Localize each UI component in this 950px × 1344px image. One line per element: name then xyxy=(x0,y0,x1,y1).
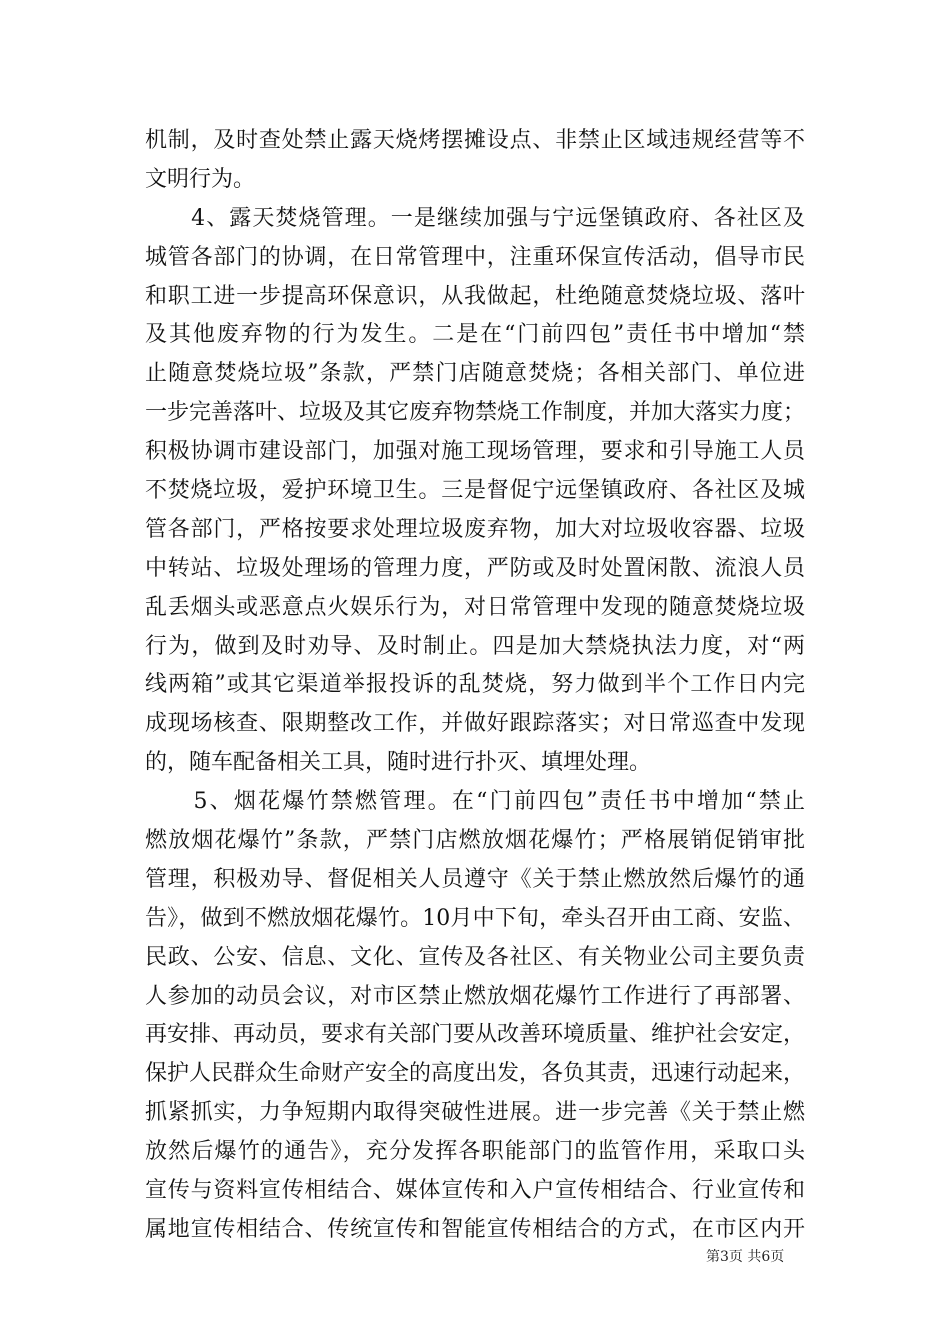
text-line: 中转站、垃圾处理场的管理力度，严防或及时处置闲散、流浪人员 xyxy=(145,555,805,581)
text-line: 不焚烧垃圾，爱护环境卫生。三是督促宁远堡镇政府、各社区及城 xyxy=(145,478,805,504)
text-line: 管各部门，严格按要求处理垃圾废弃物，加大对垃圾收容器、垃圾 xyxy=(145,516,805,542)
text-line: 4、露天焚烧管理。一是继续加强与宁远堡镇政府、各社区及 xyxy=(145,205,805,231)
text-line: 和职工进一步提高环保意识，从我做起，杜绝随意焚烧垃圾、落叶 xyxy=(145,283,805,309)
page-number-footer: 第3页 共6页 xyxy=(706,1249,785,1265)
text-line: 成现场核查、限期整改工作，并做好跟踪落实；对日常巡查中发现 xyxy=(145,711,805,737)
text-line: 保护人民群众生命财产安全的高度出发，各负其责，迅速行动起来， xyxy=(145,1061,806,1087)
text-line: 管理，积极劝导、督促相关人员遵守《关于禁止燃放然后爆竹的通 xyxy=(145,866,805,892)
text-line: 文明行为。 xyxy=(145,166,256,192)
text-line: 5、烟花爆竹禁燃管理。在“门前四包”责任书中增加“禁止 xyxy=(145,789,805,815)
body-text xyxy=(145,122,805,1250)
text-line: 机制，及时查处禁止露天烧烤摆摊设点、非禁止区域违规经营等不 xyxy=(145,128,805,153)
text-line: 属地宣传相结合、传统宣传和智能宣传相结合的方式，在市区内开 xyxy=(145,1216,805,1242)
text-line: 一步完善落叶、垃圾及其它废弃物禁烧工作制度，并加大落实力度； xyxy=(145,400,806,426)
text-line: 放然后爆竹的通告》，充分发挥各职能部门的监管作用，采取口头 xyxy=(145,1139,805,1165)
text-line: 行为，做到及时劝导、及时制止。四是加大禁烧执法力度，对“两 xyxy=(145,633,805,659)
text-line: 的，随车配备相关工具，随时进行扑灭、填埋处理。 xyxy=(145,750,652,776)
text-line: 告》，做到不燃放烟花爆竹。10月中下旬，牵头召开由工商、安监、 xyxy=(145,905,805,931)
text-line: 民政、公安、信息、文化、宣传及各社区、有关物业公司主要负责 xyxy=(145,944,805,970)
text-line: 再安排、再动员，要求有关部门要从改善环境质量、维护社会安定， xyxy=(145,1022,806,1048)
text-line: 线两箱”或其它渠道举报投诉的乱焚烧，努力做到半个工作日内完 xyxy=(145,672,805,698)
text-line: 积极协调市建设部门，加强对施工现场管理，要求和引导施工人员 xyxy=(145,439,805,465)
text-line: 燃放烟花爆竹”条款，严禁门店燃放烟花爆竹；严格展销促销审批 xyxy=(145,828,805,854)
text-line: 人参加的动员会议，对市区禁止燃放烟花爆竹工作进行了再部署、 xyxy=(145,983,805,1009)
text-line: 城管各部门的协调，在日常管理中，注重环保宣传活动，倡导市民 xyxy=(145,244,805,270)
text-line: 乱丢烟头或恶意点火娱乐行为，对日常管理中发现的随意焚烧垃圾 xyxy=(145,594,805,620)
text-line: 及其他废弃物的行为发生。二是在“门前四包”责任书中增加“禁 xyxy=(145,322,805,348)
text-line: 宣传与资料宣传相结合、媒体宣传和入户宣传相结合、行业宣传和 xyxy=(145,1178,805,1204)
text-line: 抓紧抓实，力争短期内取得突破性进展。进一步完善《关于禁止燃 xyxy=(145,1100,805,1126)
text-line: 止随意焚烧垃圾”条款，严禁门店随意焚烧；各相关部门、单位进 xyxy=(145,361,805,387)
